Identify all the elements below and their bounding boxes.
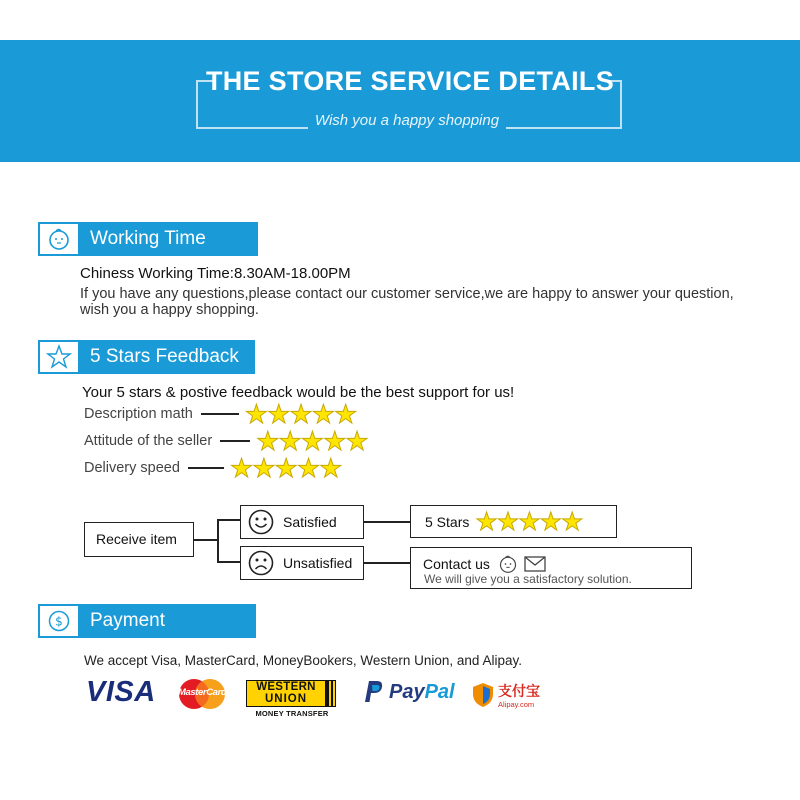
contact-us-box bbox=[410, 547, 692, 589]
star-icon: ★ bbox=[539, 507, 562, 536]
section-header-working-time bbox=[38, 222, 258, 256]
star-icon: ★ bbox=[496, 507, 519, 536]
smiley-face-icon bbox=[38, 222, 80, 256]
star-icon: ★ bbox=[311, 398, 335, 429]
star-icon: ★ bbox=[267, 398, 290, 429]
connector-line bbox=[194, 539, 218, 541]
connector-line bbox=[364, 562, 411, 564]
page-title: THE STORE SERVICE DETAILS bbox=[205, 66, 615, 96]
paypal-text-pal: Pal bbox=[424, 680, 455, 703]
star-icon: ★ bbox=[345, 425, 368, 456]
satisfied-box bbox=[240, 505, 364, 539]
paypal-text-pay: Pay bbox=[389, 680, 425, 703]
star-icon: ★ bbox=[319, 452, 342, 483]
rating-label: Attitude of the seller bbox=[84, 433, 213, 449]
visa-logo-text: VISA bbox=[86, 676, 156, 708]
rating-label: Description math bbox=[84, 406, 193, 422]
star-icon: ★ bbox=[252, 452, 275, 483]
star-icon: ★ bbox=[289, 398, 312, 429]
paypal-logo bbox=[364, 680, 455, 704]
header-banner bbox=[0, 40, 800, 162]
star-icon: ★ bbox=[274, 452, 297, 483]
service-text-line1: If you have any questions,please contact our customer service,we are happy to answer your question, bbox=[80, 286, 734, 302]
star-icon: ★ bbox=[561, 507, 583, 536]
receive-item-label: Receive item bbox=[96, 531, 177, 547]
working-hours: Chiness Working Time:8.30AM-18.00PM bbox=[80, 265, 351, 282]
happy-face-icon bbox=[247, 508, 275, 536]
western-union-logo bbox=[246, 680, 338, 718]
western-union-subtext: MONEY TRANSFER bbox=[255, 709, 329, 718]
star-icon: ★ bbox=[518, 507, 540, 536]
section-header-payment bbox=[38, 604, 256, 638]
connector-line bbox=[188, 467, 224, 469]
western-union-text: WESTERN bbox=[256, 681, 316, 693]
page-subtitle: Wish you a happy shopping bbox=[314, 112, 500, 129]
connector-line bbox=[217, 519, 219, 562]
connector-line bbox=[217, 519, 241, 521]
paypal-logo-text bbox=[389, 681, 455, 704]
visa-logo bbox=[86, 676, 156, 709]
section-header-feedback bbox=[38, 340, 258, 374]
star-outline-icon bbox=[38, 340, 80, 374]
satisfied-label: Satisfied bbox=[283, 514, 337, 530]
five-star-rating bbox=[256, 425, 368, 456]
star-icon: ★ bbox=[300, 425, 324, 456]
connector-line bbox=[364, 521, 411, 523]
star-icon: ★ bbox=[256, 425, 279, 456]
alipay-domain-text: Alipay.com bbox=[498, 700, 535, 709]
five-stars-label: 5 Stars bbox=[425, 513, 470, 530]
dollar-coin-icon bbox=[38, 604, 80, 638]
mastercard-logo bbox=[178, 678, 226, 710]
envelope-icon bbox=[524, 556, 546, 572]
star-icon: ★ bbox=[334, 398, 357, 429]
unsatisfied-label: Unsatisfied bbox=[283, 555, 353, 571]
connector-line bbox=[201, 413, 239, 415]
five-star-rating bbox=[475, 509, 582, 535]
section-title: Working Time bbox=[80, 222, 258, 256]
star-icon: ★ bbox=[323, 425, 346, 456]
section-title: 5 Stars Feedback bbox=[80, 340, 255, 374]
five-star-rating bbox=[244, 398, 357, 429]
paypal-p-icon bbox=[364, 680, 384, 704]
contact-us-label: Contact us bbox=[423, 556, 490, 572]
receive-item-box bbox=[84, 522, 194, 557]
smiley-face-icon bbox=[498, 554, 518, 574]
star-icon: ★ bbox=[296, 452, 320, 483]
rating-label: Delivery speed bbox=[84, 460, 180, 476]
western-union-text: UNION bbox=[264, 693, 308, 705]
payment-methods-text: We accept Visa, MasterCard, MoneyBookers, Western Union, and Alipay. bbox=[84, 653, 522, 668]
star-icon: ★ bbox=[278, 425, 301, 456]
five-stars-box bbox=[410, 505, 617, 538]
star-icon: ★ bbox=[244, 398, 268, 429]
rating-row bbox=[84, 452, 342, 483]
svg-text:$: $ bbox=[55, 614, 63, 629]
feedback-intro: Your 5 stars & postive feedback would be the best support for us! bbox=[82, 384, 515, 401]
section-title: Payment bbox=[80, 604, 256, 638]
service-text-line2: wish you a happy shopping. bbox=[80, 302, 259, 318]
contact-note: We will give you a satisfactory solution. bbox=[424, 572, 632, 586]
connector-line bbox=[220, 440, 250, 442]
five-star-rating bbox=[229, 452, 342, 483]
star-icon: ★ bbox=[229, 452, 253, 483]
rating-row bbox=[84, 398, 357, 429]
shield-icon bbox=[472, 682, 494, 708]
barcode-stripes bbox=[326, 680, 336, 707]
sad-face-icon bbox=[247, 549, 275, 577]
star-icon: ★ bbox=[475, 507, 497, 536]
alipay-logo-text: 支付宝 bbox=[498, 684, 540, 700]
rating-row bbox=[84, 425, 368, 456]
connector-line bbox=[217, 561, 241, 563]
alipay-logo bbox=[472, 680, 552, 712]
mastercard-logo-text: MasterCard bbox=[178, 687, 227, 698]
unsatisfied-box bbox=[240, 546, 364, 580]
